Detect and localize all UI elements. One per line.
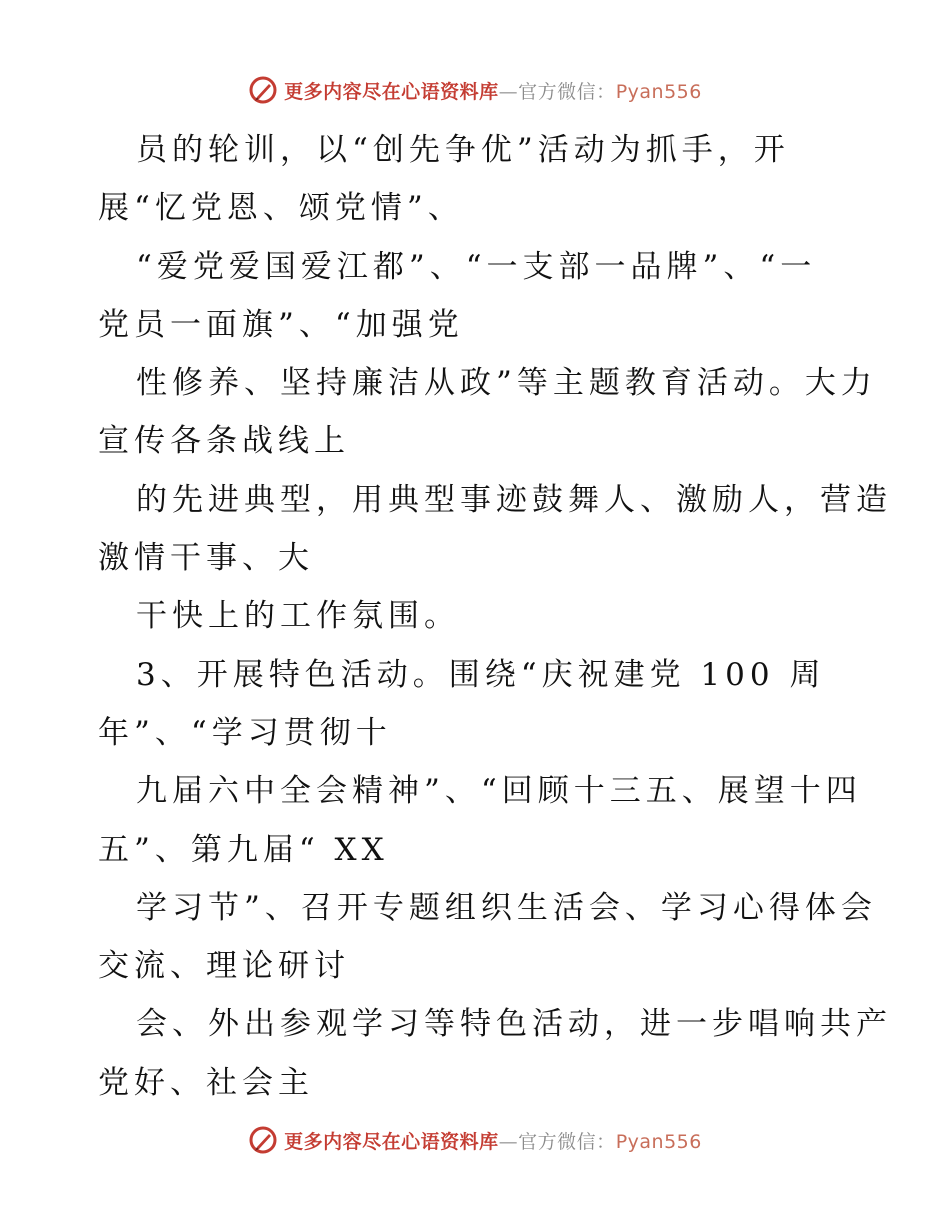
pen-logo-icon <box>248 1125 278 1155</box>
text-line: 的先进典型，用典型事迹鼓舞人、激励人，营造 <box>136 481 892 518</box>
text-line: 九届六中全会精神”、“回顾十三五、展望十四 <box>136 773 862 810</box>
text-line: 干快上的工作氛围。 <box>136 598 460 635</box>
watermark-main: 更多内容尽在心语资料库 <box>284 1130 499 1153</box>
text-line: 性修养、坚持廉洁从政”等主题教育活动。大力 <box>136 365 877 402</box>
text-line: 会、外出参观学习等特色活动，进一步唱响共产 <box>136 1006 892 1043</box>
text-line: 激情干事、大 <box>98 540 314 577</box>
watermark-text <box>284 77 702 104</box>
text-line: 宣传各条战线上 <box>98 423 350 460</box>
text-line: 交流、理论研讨 <box>98 948 350 985</box>
watermark-dash: — <box>498 80 519 103</box>
text-line: 学习节”、召开专题组织生活会、学习心得体会 <box>136 889 877 926</box>
text-line: 3、开展特色活动。围绕“庆祝建党 100 周 <box>136 656 826 693</box>
watermark-dash: — <box>498 1130 519 1153</box>
document-body <box>98 121 892 1112</box>
text-line: 党员一面旗”、“加强党 <box>98 306 464 343</box>
watermark-sub: 官方微信： <box>518 80 616 103</box>
watermark-id: Pyan556 <box>615 80 702 103</box>
watermark-text <box>284 1127 702 1154</box>
text-line: “爱党爱国爱江都”、“一支部一品牌”、“一 <box>136 248 817 285</box>
watermark-sub: 官方微信： <box>518 1130 616 1153</box>
text-line: 党好、社会主 <box>98 1064 314 1101</box>
text-line: 员的轮训，以“创先争优”活动为抓手，开 <box>136 132 790 168</box>
header-watermark <box>0 72 950 108</box>
pen-logo-icon <box>248 75 278 105</box>
watermark-id: Pyan556 <box>615 1130 702 1153</box>
watermark-main: 更多内容尽在心语资料库 <box>284 80 499 103</box>
footer-watermark <box>0 1122 950 1158</box>
text-line: 展“忆党恩、颂党情”、 <box>98 190 464 227</box>
text-line: 五”、第九届“ XX <box>98 831 389 868</box>
text-line: 年”、“学习贯彻十 <box>98 714 392 751</box>
